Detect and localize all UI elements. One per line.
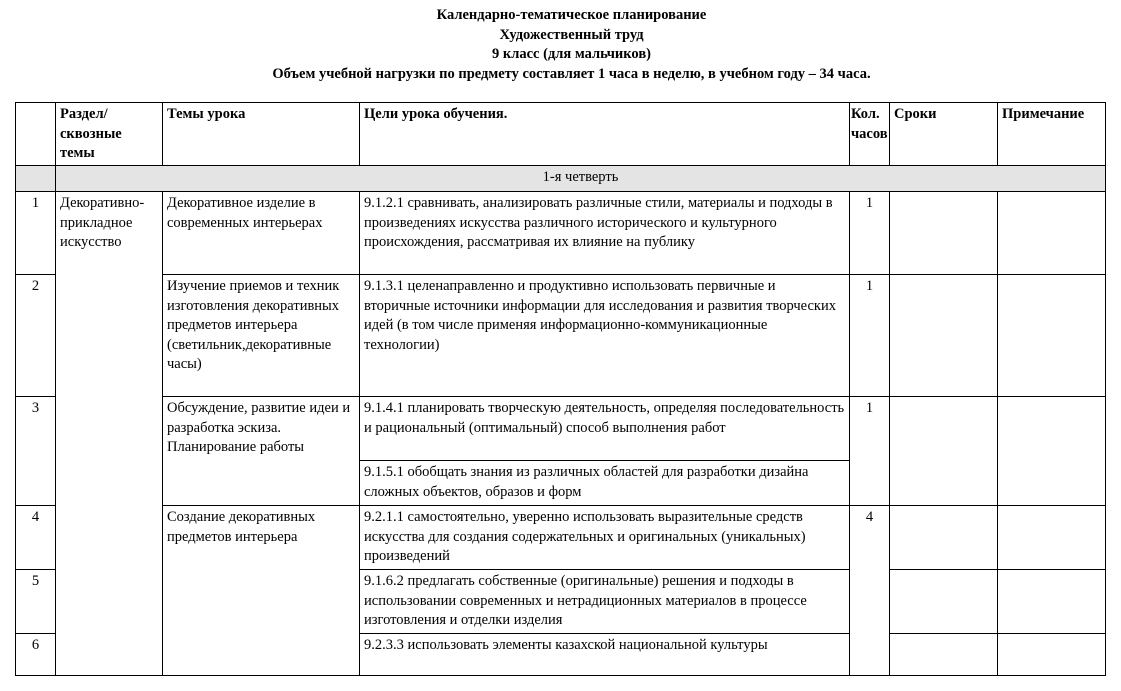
dates-cell <box>890 570 998 634</box>
row-number: 6 <box>16 634 56 676</box>
planning-table <box>15 102 1106 676</box>
column-header-dates: Сроки <box>890 103 998 166</box>
dates-cell <box>890 275 998 397</box>
section-cell: Декоративно-прикладное искусство <box>56 192 163 676</box>
topic-cell: Обсуждение, развитие идеи и разработка эскиза. Планирование работы <box>163 397 360 506</box>
goal-cell: 9.1.5.1 обобщать знания из различных областей для разработки дизайна сложных объектов, образов и форм <box>360 461 850 506</box>
table-header-row <box>16 103 1106 166</box>
table-row <box>16 192 1106 275</box>
notes-cell <box>998 192 1106 275</box>
notes-cell <box>998 506 1106 570</box>
column-header-section: Раздел/ сквозные темы <box>56 103 163 166</box>
topic-cell: Декоративное изделие в современных интерьерах <box>163 192 360 275</box>
notes-cell <box>998 397 1106 506</box>
topic-cell: Создание декоративных предметов интерьера <box>163 506 360 676</box>
hours-cell: 1 <box>850 192 890 275</box>
table-row <box>16 506 1106 570</box>
goal-cell: 9.1.4.1 планировать творческую деятельность, определяя последовательность и рациональный (оптимальный) способ выполнения работ <box>360 397 850 461</box>
row-number: 1 <box>16 192 56 275</box>
notes-cell <box>998 634 1106 676</box>
quarter-label: 1-я четверть <box>56 166 1106 192</box>
column-header-notes: Примечание <box>998 103 1106 166</box>
header-workload: Объем учебной нагрузки по предмету составляет 1 часа в неделю, в учебном году – 34 часа. <box>272 65 871 82</box>
row-number: 4 <box>16 506 56 570</box>
hours-cell: 1 <box>850 397 890 506</box>
table-row <box>16 275 1106 397</box>
goal-cell: 9.1.2.1 сравнивать, анализировать различные стили, материалы и подходы в произведениях искусства различного исторического и культурного происхождения, рассматривая их влияние на публику <box>360 192 850 275</box>
hours-cell: 4 <box>850 506 890 676</box>
topic-cell: Изучение приемов и техник изготовления декоративных предметов интерьера (светильник,декоративные часы) <box>163 275 360 397</box>
table-row <box>16 397 1106 461</box>
row-number: 5 <box>16 570 56 634</box>
header-grade: 9 класс (для мальчиков) <box>492 46 651 62</box>
goal-cell: 9.2.3.3 использовать элементы казахской национальной культуры <box>360 634 850 676</box>
column-header-goals: Цели урока обучения. <box>360 103 850 166</box>
dates-cell <box>890 506 998 570</box>
dates-cell <box>890 397 998 506</box>
quarter-empty-cell <box>16 166 56 192</box>
goal-cell: 9.1.6.2 предлагать собственные (оригинальные) решения и подходы в использовании современных и нетрадиционных материалов в процессе изготовления и отделки изделия <box>360 570 850 634</box>
column-header-topic: Темы урока <box>163 103 360 166</box>
quarter-row <box>16 166 1106 192</box>
row-number: 2 <box>16 275 56 397</box>
column-header-num <box>16 103 56 166</box>
notes-cell <box>998 275 1106 397</box>
goal-cell: 9.1.3.1 целенаправленно и продуктивно использовать первичные и вторичные источники информации для исследования и развития творческих идей (в том числе применяя информационно-коммуникационные технологии) <box>360 275 850 397</box>
header-title: Календарно-тематическое планирование <box>436 7 707 23</box>
notes-cell <box>998 570 1106 634</box>
dates-cell <box>890 634 998 676</box>
goal-cell: 9.2.1.1 самостоятельно, уверенно использовать выразительные средств искусства для создания содержательных и оригинальных (уникальных) произведений <box>360 506 850 570</box>
row-number: 3 <box>16 397 56 506</box>
header-subject: Художественный труд <box>499 26 644 43</box>
hours-cell: 1 <box>850 275 890 397</box>
dates-cell <box>890 192 998 275</box>
column-header-hours: Кол. часов <box>850 103 890 166</box>
document-header <box>0 6 1121 84</box>
